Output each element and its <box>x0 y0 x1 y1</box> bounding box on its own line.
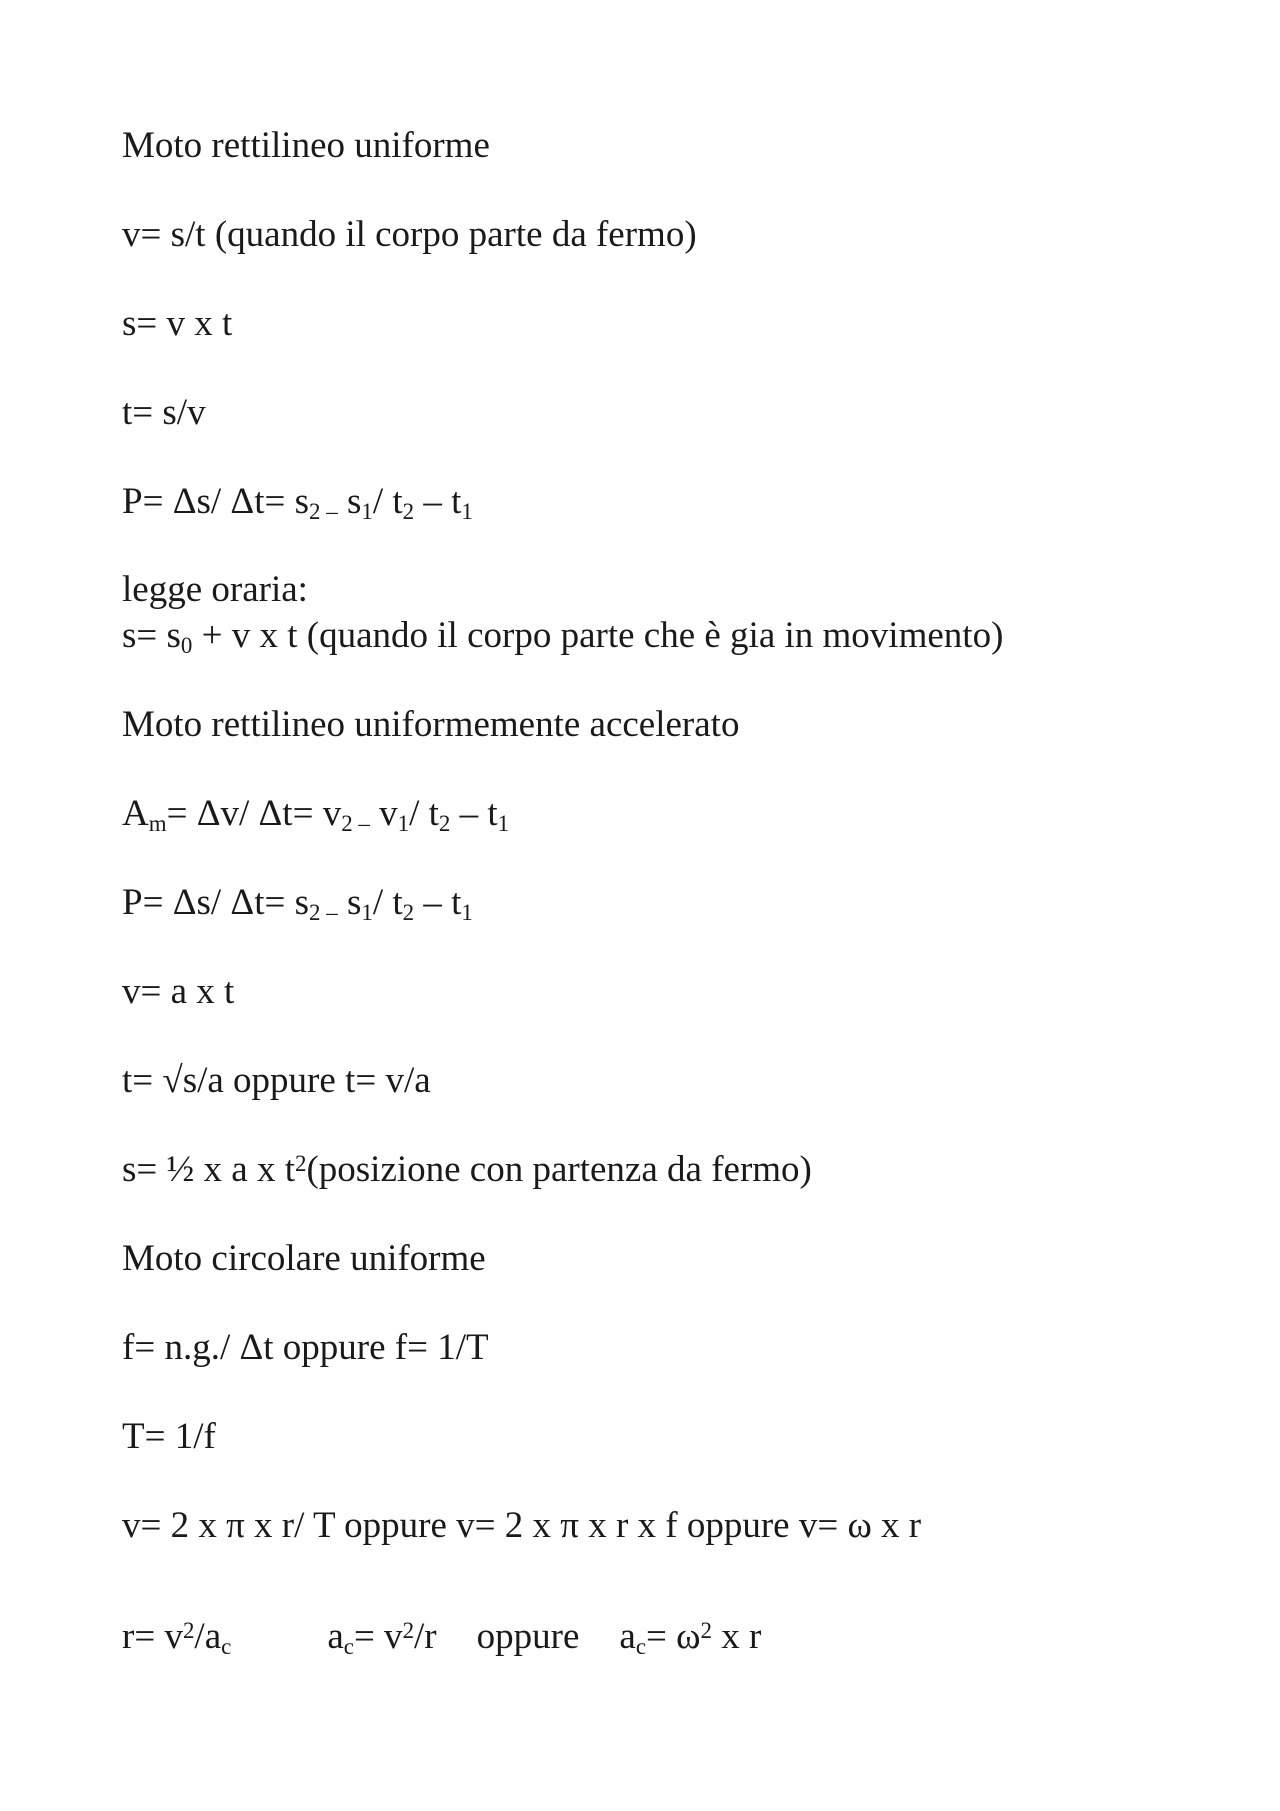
formula-p-uniform: P= Δs/ $\Delta t= s_{2 -}$ $s_1/$ $t_2 - t_1$ <box>122 481 473 525</box>
formula-velocity: v= s/t (quando il corpo parte da fermo) <box>122 214 697 255</box>
formula-velocity-accelerated: v= a x t <box>122 971 235 1012</box>
label-time-law: legge oraria: <box>122 569 308 610</box>
formula-mean-acceleration: $A_m= \Delta v/$ $\Delta t= v_{2 -}$ $v_1/$ $t_2 - t_1$ <box>122 793 510 837</box>
formula-time-law: $s= s_0 + v$ x t (quando il corpo parte che è gia in movimento) <box>122 615 1004 659</box>
formula-frequency: f= n.g./ Δt oppure f= 1/T <box>122 1327 489 1368</box>
formula-time-accelerated: t= √s/a oppure t= v/a <box>122 1060 431 1101</box>
formula-p-accelerated: P= Δs/ $\Delta t= s_{2 -}$ $s_1/$ $t_2 - t_1$ <box>122 882 473 926</box>
section-heading-uniform-motion: Moto rettilineo uniforme <box>122 125 490 166</box>
section-heading-accelerated-motion: Moto rettilineo uniformemente accelerato <box>122 704 740 745</box>
formula-circular-velocity: v= 2 x π x r/ T oppure v= 2 x π x r x f oppure v= ω x r <box>122 1505 922 1546</box>
formula-period: T= 1/f <box>122 1416 216 1457</box>
formula-radius-centripetal: $r= v^2/a_c$ $a_c= v^2/r$ oppure $a_c= \omega^2$ x r <box>122 1616 762 1660</box>
formula-position-from-rest: s= ½ x a x $t^2(posizione$ con partenza da fermo) <box>122 1149 812 1190</box>
formula-time: t= s/v <box>122 392 206 433</box>
formula-space: s= v x t <box>122 303 233 344</box>
section-heading-circular-motion: Moto circolare uniforme <box>122 1238 486 1279</box>
